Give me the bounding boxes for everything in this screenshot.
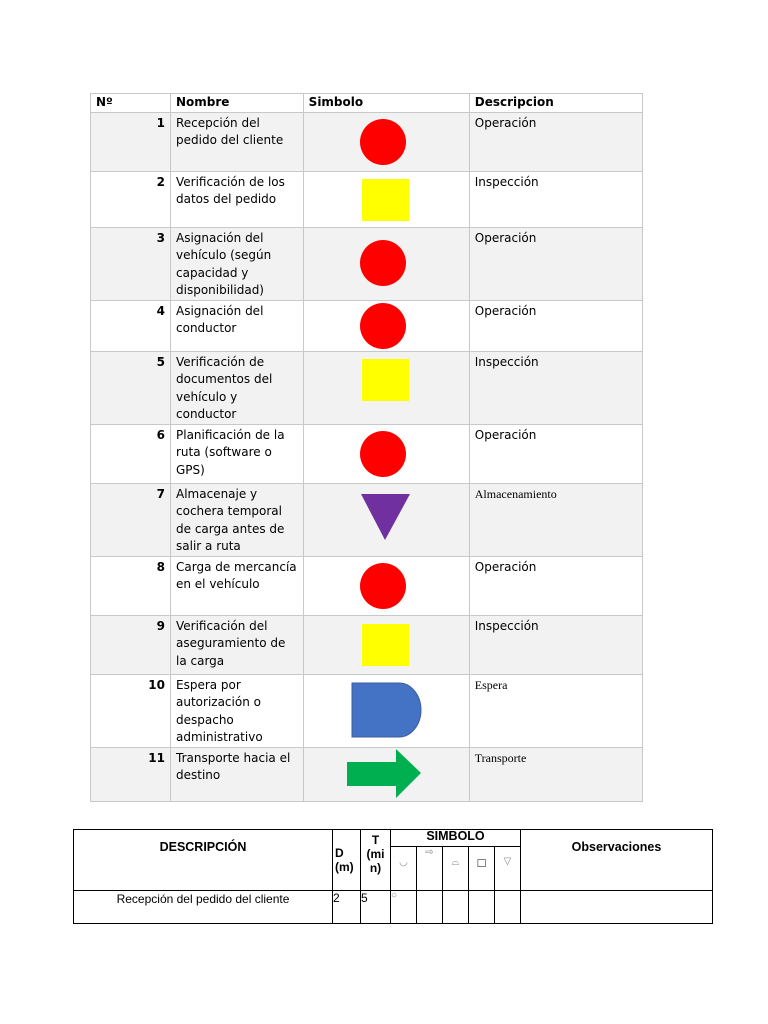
row-name: Espera por autorización o despacho administrativo bbox=[171, 674, 304, 747]
blue-delay-icon bbox=[304, 675, 462, 745]
table-row bbox=[91, 227, 643, 300]
row-description: Transporte bbox=[469, 747, 642, 801]
table-row bbox=[91, 674, 643, 747]
row-description: Operación bbox=[469, 300, 642, 351]
row-description: Operación bbox=[469, 424, 642, 483]
header-descripcion: DESCRIPCIÓN bbox=[74, 830, 333, 891]
row-transport-mark bbox=[417, 891, 443, 924]
row-number: 1 bbox=[91, 112, 171, 171]
row-name: Verificación del aseguramiento de la carga bbox=[171, 615, 304, 674]
row-number: 10 bbox=[91, 674, 171, 747]
row-symbol bbox=[303, 171, 469, 227]
row-description: Inspección bbox=[469, 171, 642, 227]
red-circle-icon bbox=[304, 557, 462, 615]
row-number: 4 bbox=[91, 300, 171, 351]
header-distance: D (m) bbox=[333, 830, 361, 891]
row-symbol bbox=[303, 615, 469, 674]
row-name: Verificación de los datos del pedido bbox=[171, 171, 304, 227]
header-num: Nº bbox=[91, 94, 171, 113]
row-number: 11 bbox=[91, 747, 171, 801]
row-description: Espera bbox=[469, 674, 642, 747]
row-description: Almacenamiento bbox=[469, 483, 642, 556]
row-symbol bbox=[303, 112, 469, 171]
row-observations bbox=[521, 891, 713, 924]
row-name: Carga de mercancía en el vehículo bbox=[171, 556, 304, 615]
red-circle-icon bbox=[304, 425, 462, 483]
header-simbolo: SIMBOLO bbox=[391, 830, 521, 847]
inspection-icon: □ bbox=[469, 846, 495, 890]
row-distance: 2 bbox=[333, 891, 361, 924]
row-number: 6 bbox=[91, 424, 171, 483]
table-row bbox=[91, 351, 643, 424]
row-time: 5 bbox=[361, 891, 391, 924]
row-name: Almacenaje y cochera temporal de carga antes de salir a ruta bbox=[171, 483, 304, 556]
header-desc: Descripcion bbox=[469, 94, 642, 113]
row-inspection-mark bbox=[469, 891, 495, 924]
storage-icon: ▽ bbox=[495, 846, 521, 890]
row-description: Recepción del pedido del cliente bbox=[74, 891, 333, 924]
row-symbol bbox=[303, 747, 469, 801]
transport-icon: ⇨ bbox=[417, 846, 443, 890]
row-description: Inspección bbox=[469, 351, 642, 424]
row-name: Transporte hacia el destino bbox=[171, 747, 304, 801]
table-row bbox=[91, 483, 643, 556]
header-time: T (mi n) bbox=[361, 830, 391, 891]
wait-icon: ⌓ bbox=[443, 846, 469, 890]
row-name: Asignación del vehículo (según capacidad y disponibilidad) bbox=[171, 227, 304, 300]
row-number: 2 bbox=[91, 171, 171, 227]
table-row bbox=[91, 171, 643, 227]
red-circle-icon bbox=[304, 228, 462, 298]
table-row bbox=[91, 424, 643, 483]
row-wait-mark bbox=[443, 891, 469, 924]
analysis-table bbox=[73, 829, 713, 924]
table-row bbox=[91, 615, 643, 674]
process-table bbox=[90, 93, 643, 802]
row-number: 8 bbox=[91, 556, 171, 615]
table-row bbox=[91, 556, 643, 615]
table-row bbox=[91, 300, 643, 351]
row-name: Planificación de la ruta (software o GPS) bbox=[171, 424, 304, 483]
row-description: Inspección bbox=[469, 615, 642, 674]
row-description: Operación bbox=[469, 556, 642, 615]
row-symbol bbox=[303, 556, 469, 615]
yellow-square-icon bbox=[304, 616, 462, 674]
table-row bbox=[91, 747, 643, 801]
table-row bbox=[74, 891, 713, 924]
row-number: 3 bbox=[91, 227, 171, 300]
yellow-square-icon bbox=[304, 172, 462, 227]
row-operation-mark: ○ bbox=[391, 891, 417, 924]
row-number: 7 bbox=[91, 483, 171, 556]
row-number: 9 bbox=[91, 615, 171, 674]
red-circle-icon bbox=[304, 113, 462, 171]
row-description: Operación bbox=[469, 227, 642, 300]
red-circle-icon bbox=[304, 301, 462, 351]
row-number: 5 bbox=[91, 351, 171, 424]
row-symbol bbox=[303, 227, 469, 300]
header-name: Nombre bbox=[171, 94, 304, 113]
row-symbol bbox=[303, 300, 469, 351]
row-symbol bbox=[303, 674, 469, 747]
row-name: Recepción del pedido del cliente bbox=[171, 112, 304, 171]
row-name: Asignación del conductor bbox=[171, 300, 304, 351]
operation-icon: ◡ bbox=[391, 846, 417, 890]
row-storage-mark bbox=[495, 891, 521, 924]
table-header-row bbox=[91, 94, 643, 113]
yellow-square-icon bbox=[304, 352, 462, 408]
row-symbol bbox=[303, 424, 469, 483]
header-observaciones: Observaciones bbox=[521, 830, 713, 891]
header-symbol: Simbolo bbox=[303, 94, 469, 113]
purple-triangle-icon bbox=[304, 484, 462, 554]
row-name: Verificación de documentos del vehículo y conductor bbox=[171, 351, 304, 424]
table-row bbox=[91, 112, 643, 171]
row-description: Operación bbox=[469, 112, 642, 171]
green-arrow-icon bbox=[304, 748, 462, 801]
row-symbol bbox=[303, 351, 469, 424]
row-symbol bbox=[303, 483, 469, 556]
